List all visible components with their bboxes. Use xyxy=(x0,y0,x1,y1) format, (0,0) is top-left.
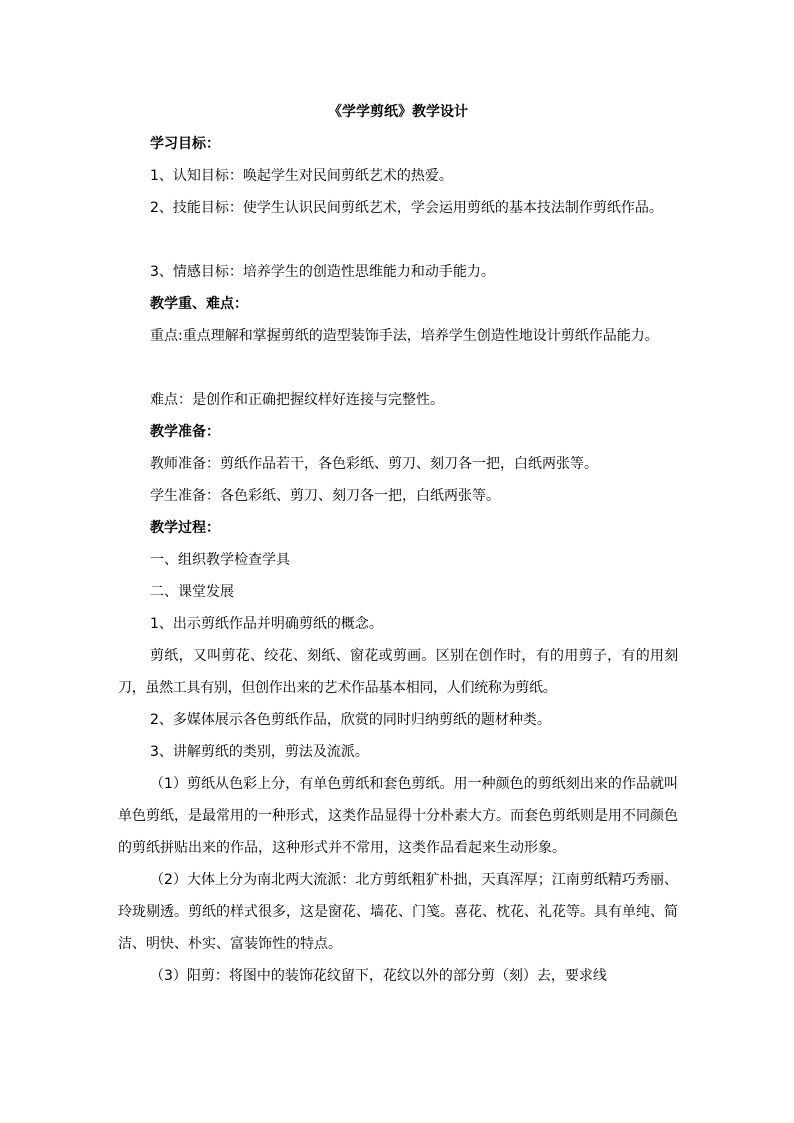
heading-key-difficult-points: 教学重、难点： xyxy=(150,296,248,312)
paragraph-positive-cut: （3）阳剪：将图中的装饰花纹留下，花纹以外的部分剪（刻）去，要求线 xyxy=(150,968,607,984)
heading-teaching-preparation: 教学准备： xyxy=(150,424,220,440)
paragraph-step-two: 二、课堂发展 xyxy=(150,584,234,600)
heading-learning-objectives: 学习目标： xyxy=(150,136,220,152)
paragraph-difficult-point: 难点：是创作和正确把握纹样好连接与完整性。 xyxy=(150,392,444,408)
heading-teaching-process: 教学过程： xyxy=(150,520,220,536)
paragraph-teacher-preparation: 教师准备：剪纸作品若干，各色彩纸、剪刀、刻刀各一把，白纸两张等。 xyxy=(150,456,598,472)
paragraph-show-works: 1、出示剪纸作品并明确剪纸的概念。 xyxy=(150,616,383,632)
paragraph-multimedia-display: 2、多媒体展示各色剪纸作品，欣赏的同时归纳剪纸的题材种类。 xyxy=(150,712,551,728)
paragraph-step-one: 一、组织教学检查学具 xyxy=(150,552,290,568)
paragraph-student-preparation: 学生准备：各色彩纸、剪刀、刻刀各一把，白纸两张等。 xyxy=(150,488,500,504)
paragraph-paper-cut-definition: 剪纸，又叫剪花、绞花、刻纸、窗花或剪画。区别在创作时，有的用剪子，有的用刻刀，虽然工具有别，但创作出来的艺术作品基本相同，人们统称为剪纸。 xyxy=(118,648,678,696)
paragraph-skill-objective: 2、技能目标：使学生认识民间剪纸艺术，学会运用剪纸的基本技法制作剪纸作品。 xyxy=(150,200,663,216)
paragraph-key-point: 重点:重点理解和掌握剪纸的造型装饰手法，培养学生创造性地设计剪纸作品能力。 xyxy=(150,328,659,344)
document-title: 《学学剪纸》教学设计 xyxy=(328,104,468,120)
paragraph-cognitive-objective: 1、认知目标：唤起学生对民间剪纸艺术的热爱。 xyxy=(150,168,453,184)
paragraph-color-types: （1）剪纸从色彩上分，有单色剪纸和套色剪纸。用一种颜色的剪纸刻出来的作品就叫单色剪纸，是最常用的一种形式，这类作品显得十分朴素大方。而套色剪纸则是用不同颜色的剪纸拼贴出来的作品，这种形式并不常用，这类作品看起来生动形象。 xyxy=(118,776,678,856)
paragraph-emotional-objective: 3、情感目标：培养学生的创造性思维能力和动手能力。 xyxy=(150,264,495,280)
paragraph-schools: （2）大体上分为南北两大流派：北方剪纸粗犷朴拙，天真浑厚；江南剪纸精巧秀丽、玲珑剔透。剪纸的样式很多，这是窗花、墙花、门笺。喜花、枕花、礼花等。具有单纯、简洁、明快、朴实、富装饰性的特点。 xyxy=(118,872,678,952)
paragraph-explain-categories: 3、讲解剪纸的类别，剪法及流派。 xyxy=(150,744,369,760)
